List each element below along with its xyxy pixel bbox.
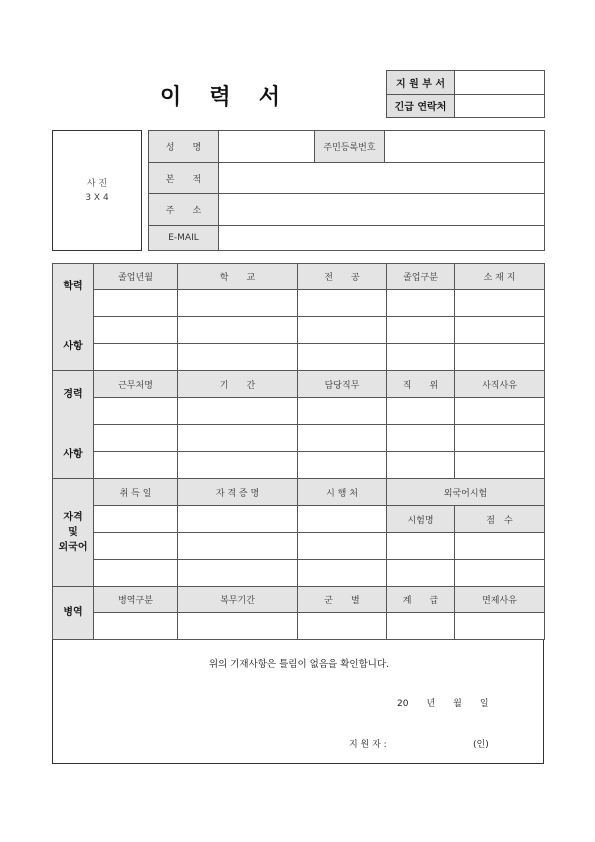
- personal-info-table: [148, 130, 545, 251]
- table-cell[interactable]: [94, 452, 178, 479]
- table-cell[interactable]: [178, 344, 298, 371]
- table-cell[interactable]: [387, 425, 455, 452]
- table-cell[interactable]: [387, 398, 455, 425]
- career-header-duty: 담당직무: [298, 371, 387, 398]
- rrn-label: 주민등록번호: [315, 131, 385, 163]
- table-cell[interactable]: [94, 398, 178, 425]
- origin-field[interactable]: [219, 162, 545, 194]
- table-cell[interactable]: [94, 317, 178, 344]
- table-cell[interactable]: [455, 613, 545, 640]
- qual-header-date: 취 득 일: [94, 479, 178, 506]
- career-header-period: 기 간: [178, 371, 298, 398]
- photo-label: 사 진: [86, 178, 108, 189]
- mil-header-branch: 군 별: [298, 587, 387, 613]
- table-cell[interactable]: [387, 290, 455, 317]
- confirmation-section: [52, 640, 544, 764]
- table-cell[interactable]: [178, 425, 298, 452]
- seal-mark: (인): [473, 740, 489, 750]
- table-cell[interactable]: [94, 344, 178, 371]
- photo-placeholder[interactable]: [52, 130, 142, 251]
- apply-info-table: [386, 70, 545, 118]
- table-cell[interactable]: [298, 506, 387, 533]
- table-cell[interactable]: [455, 560, 545, 587]
- edu-header-location: 소 재 지: [455, 264, 545, 290]
- career-section-label: 경력 사항: [53, 371, 94, 479]
- mil-header-type: 병역구분: [94, 587, 178, 613]
- table-cell[interactable]: [178, 560, 298, 587]
- history-table: [52, 263, 545, 640]
- document-title: [160, 80, 280, 114]
- lang-header-score: 점 수: [455, 506, 545, 533]
- table-cell[interactable]: [178, 398, 298, 425]
- edu-header-graddate: 졸업년월: [94, 264, 178, 290]
- lang-test-header: 외국어시험: [387, 479, 545, 506]
- table-cell[interactable]: [298, 560, 387, 587]
- table-cell[interactable]: [94, 560, 178, 587]
- table-cell[interactable]: [298, 452, 387, 479]
- table-cell[interactable]: [298, 398, 387, 425]
- table-cell[interactable]: [94, 506, 178, 533]
- table-cell[interactable]: [455, 533, 545, 560]
- lang-header-testname: 시험명: [387, 506, 455, 533]
- dept-field[interactable]: [455, 71, 545, 95]
- table-cell[interactable]: [387, 560, 455, 587]
- table-cell[interactable]: [387, 452, 455, 479]
- table-cell[interactable]: [455, 344, 545, 371]
- address-field[interactable]: [219, 194, 545, 226]
- table-cell[interactable]: [298, 344, 387, 371]
- table-cell[interactable]: [387, 613, 455, 640]
- name-label: 성 명: [149, 131, 219, 163]
- table-cell[interactable]: [94, 613, 178, 640]
- table-cell[interactable]: [178, 290, 298, 317]
- table-cell[interactable]: [298, 290, 387, 317]
- table-cell[interactable]: [178, 533, 298, 560]
- email-label: E-MAIL: [149, 226, 219, 251]
- photo-size: 3 X 4: [85, 192, 109, 203]
- rrn-field[interactable]: [385, 131, 545, 163]
- table-cell[interactable]: [298, 613, 387, 640]
- education-section-label: 학력 사항: [53, 264, 94, 371]
- table-cell[interactable]: [455, 290, 545, 317]
- table-cell[interactable]: [455, 452, 545, 479]
- table-cell[interactable]: [94, 533, 178, 560]
- title-char: 서: [258, 85, 280, 110]
- table-cell[interactable]: [455, 317, 545, 344]
- military-section-label: 병역: [53, 587, 94, 640]
- contact-field[interactable]: [455, 94, 545, 118]
- date-line: 20 년 월 일: [397, 699, 489, 709]
- dept-label: 지 원 부 서: [387, 71, 455, 95]
- table-cell[interactable]: [387, 533, 455, 560]
- mil-header-rank: 계 급: [387, 587, 455, 613]
- table-cell[interactable]: [298, 317, 387, 344]
- mil-header-exemption: 면제사유: [455, 587, 545, 613]
- career-header-reason: 사직사유: [455, 371, 545, 398]
- table-cell[interactable]: [178, 317, 298, 344]
- table-cell[interactable]: [178, 613, 298, 640]
- contact-label: 긴급 연락처: [387, 94, 455, 118]
- address-label: 주 소: [149, 194, 219, 226]
- name-field[interactable]: [219, 131, 315, 163]
- mil-header-period: 복무기간: [178, 587, 298, 613]
- edu-header-school: 학 교: [178, 264, 298, 290]
- career-header-position: 직 위: [387, 371, 455, 398]
- title-char: 력: [209, 85, 231, 110]
- table-cell[interactable]: [455, 425, 545, 452]
- edu-header-major: 전 공: [298, 264, 387, 290]
- table-cell[interactable]: [387, 344, 455, 371]
- table-cell[interactable]: [455, 398, 545, 425]
- qualification-section-label: 자격 및 외국어: [53, 479, 94, 587]
- table-cell[interactable]: [387, 317, 455, 344]
- table-cell[interactable]: [94, 290, 178, 317]
- email-field[interactable]: [219, 226, 545, 251]
- table-cell[interactable]: [298, 533, 387, 560]
- applicant-label: 지 원 자 :: [349, 740, 387, 750]
- origin-label: 본 적: [149, 162, 219, 194]
- edu-header-gradtype: 졸업구분: [387, 264, 455, 290]
- career-header-company: 근무처명: [94, 371, 178, 398]
- table-cell[interactable]: [94, 425, 178, 452]
- confirmation-statement: 위의 기재사항은 틀림이 없음을 확인합니다.: [208, 659, 390, 670]
- qual-header-issuer: 시 행 처: [298, 479, 387, 506]
- table-cell[interactable]: [298, 425, 387, 452]
- qual-header-cert: 자 격 증 명: [178, 479, 298, 506]
- table-cell[interactable]: [178, 506, 298, 533]
- title-char: 이: [160, 85, 182, 110]
- table-cell[interactable]: [178, 452, 298, 479]
